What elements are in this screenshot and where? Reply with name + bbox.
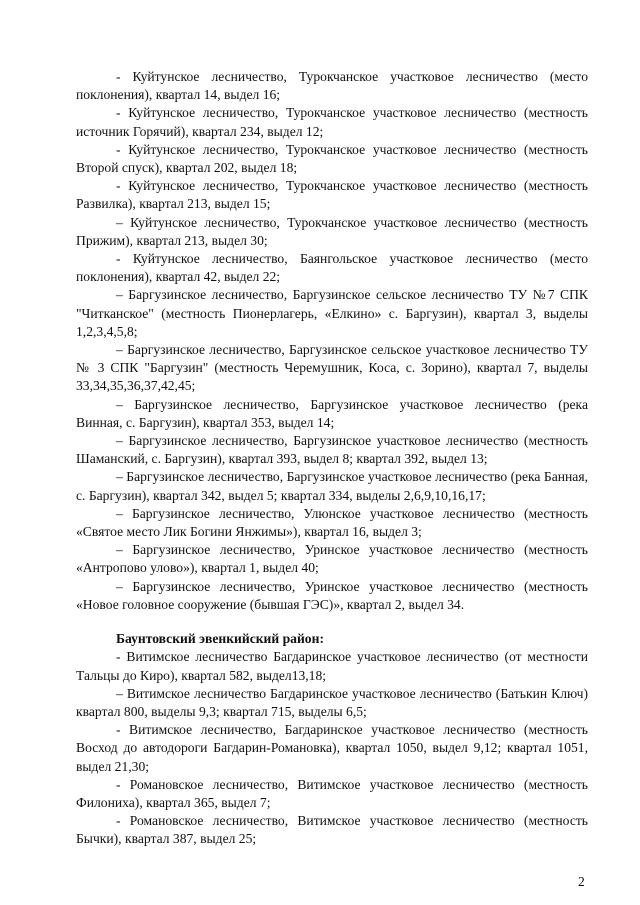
list-item: – Куйтунское лесничество, Турокчанское участковое лесничество (местность Прижим), квартал 213, выдел 30;: [76, 214, 588, 248]
list-item: - Витимское лесничество Багдаринское участковое лесничество (от местности Тальцы до Киро), квартал 582, выдел13,18;: [76, 649, 588, 683]
list-item: - Романовское лесничество, Витимское участковое лесничество (местность Бычки), квартал 387, выдел 25;: [76, 813, 588, 847]
list-item: - Куйтунское лесничество, Турокчанское участковое лесничество (местность источник Горячий), квартал 234, выдел 12;: [76, 105, 588, 139]
document-body: [76, 68, 588, 849]
list-item: – Баргузинское лесничество, Баргузинское участковое лесничество (река Винная, с. Баргузин), квартал 353, выдел 14;: [76, 396, 588, 430]
list-item: – Баргузинское лесничество, Баргузинское участковое лесничество (местность Шаманский, с. Баргузин), квартал 393, выдел 8; квартал 392, выдел 13;: [76, 433, 588, 467]
list-item: - Куйтунское лесничество, Турокчанское участковое лесничество (местность Второй спуск), квартал 202, выдел 18;: [76, 141, 588, 176]
list-item: - Витимское лесничество, Багдаринское участковое лесничество (местность Восход до автодороги Багдарин-Романовка), квартал 1050, выдел 9,12; квартал 1051, выдел 21,30;: [76, 722, 588, 774]
list-item: – Баргузинское лесничество, Уринское участковое лесничество (местность «Новое головное сооружение (бывшая ГЭС)», квартал 2, выдел 34.: [76, 578, 588, 612]
page-number: 2: [578, 874, 585, 889]
list-item: – Баргузинское лесничество, Улюнское участковое лесничество (местность «Святое место Лик Богини Янжимы»), квартал 16, выдел 3;: [76, 505, 588, 540]
list-item: – Витимское лесничество Багдаринское участковое лесничество (Батькин Ключ) квартал 800, выделы 9,3; квартал 715, выделы 6,5;: [76, 685, 588, 719]
list-item: – Баргузинское лесничество, Уринское участковое лесничество (местность «Антропово улово»), квартал 1, выдел 40;: [76, 542, 588, 576]
list-item: - Куйтунское лесничество, Баянгольское участковое лесничество (место поклонения), квартал 42, выдел 22;: [76, 251, 588, 285]
list-item: – Баргузинское лесничество, Баргузинское сельское лесничество ТУ №7 СПК "Читканское" (местность Пионерлагерь, «Елкино» с. Баргузин), квартал 3, выделы 1,2,3,4,5,8;: [76, 287, 588, 339]
list-item: - Куйтунское лесничество, Турокчанское участковое лесничество (место поклонения), квартал 14, выдел 16;: [76, 69, 588, 103]
list-item: – Баргузинское лесничество, Баргузинское участковое лесничество (река Банная, с. Баргузин), квартал 342, выдел 5; квартал 334, выделы 2,6,9,10,16,17;: [76, 469, 588, 503]
list-item: - Романовское лесничество, Витимское участковое лесничество (местность Филониха), квартал 365, выдел 7;: [76, 776, 588, 810]
list-item: – Баргузинское лесничество, Баргузинское сельское участковое лесничество ТУ № 3 СПК "Баргузин" (местность Черемушник, Коса, с. Зорино), квартал 7, выделы 33,34,35,36,37,42,45;: [76, 342, 588, 394]
list-item: - Куйтунское лесничество, Турокчанское участковое лесничество (местность Развилка), квартал 213, выдел 15;: [76, 178, 588, 212]
section-heading: Баунтовский эвенкийский район:: [116, 631, 324, 647]
